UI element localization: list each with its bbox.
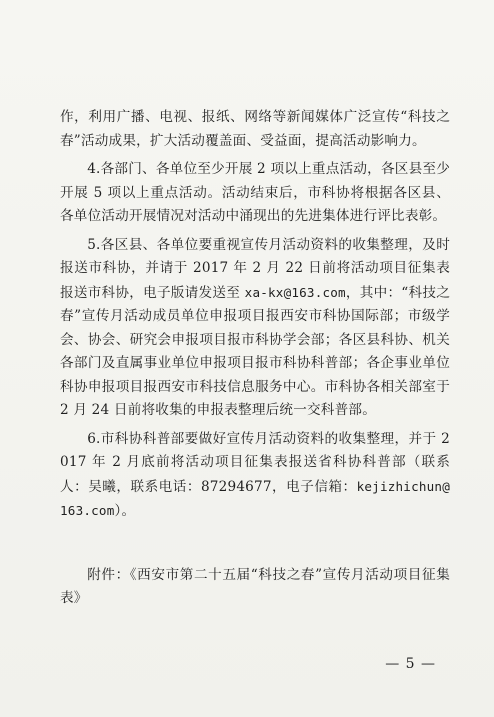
paragraph-item-6-text-a: 6.市科协科普部要做好宣传月活动资料的收集整理，并于 2017 年 2 月底前将活动项目征集表报送省科协科普部（联系人：吴曦，联系电话：87294677，电子信箱： — [60, 430, 450, 495]
paragraph-item-6 — [60, 428, 450, 524]
email-link-kejizhichun[interactable]: kejizhichun@163.com — [60, 478, 450, 518]
paragraph-item-5-text-b: ，其中：“科技之春”宣传月活动成员单位申报项目报西安市科协国际部；市级学会、协会、研究会申报项目报市科协学会部；各区县科协、机关各部门及直属事业单位申报项目报市科协科普部；各企事业单位科协申报项目报西安市科技信息服务中心。市科协各相关部室于 2 月 24 日前将收集的申报表整理后统一交科普部。 — [60, 284, 450, 418]
paragraph-item-5 — [60, 234, 450, 423]
email-link-xa-kx[interactable]: xa-kx@163.com — [244, 284, 346, 300]
page-number: — 5 — — [385, 656, 436, 672]
paragraph-continuation: 作，利用广播、电视、报纸、网络等新闻媒体广泛宣传“科技之春”活动成果，扩大活动覆盖面、受益面，提高活动影响力。 — [60, 109, 450, 149]
paragraph-item-6-text-b: ）。 — [114, 503, 136, 519]
document-body — [60, 106, 450, 611]
paragraph-item-5-text-a: 5.各区县、各单位要重视宣传月活动资料的收集整理，及时报送市科协，并请于 2017 年 2 月 22 日前将活动项目征集表报送市科协，电子版请发送至 — [60, 236, 450, 301]
paragraph-item-4: 4.各部门、各单位至少开展 2 项以上重点活动，各区县至少开展 5 项以上重点活动。活动结束后，市科协将根据各区县、各单位活动开展情况对活动中涌现出的先进集体进行评比表彰。 — [60, 161, 450, 224]
attachment-line: 附件：《西安市第二十五届“科技之春”宣传月活动项目征集表》 — [60, 566, 450, 606]
